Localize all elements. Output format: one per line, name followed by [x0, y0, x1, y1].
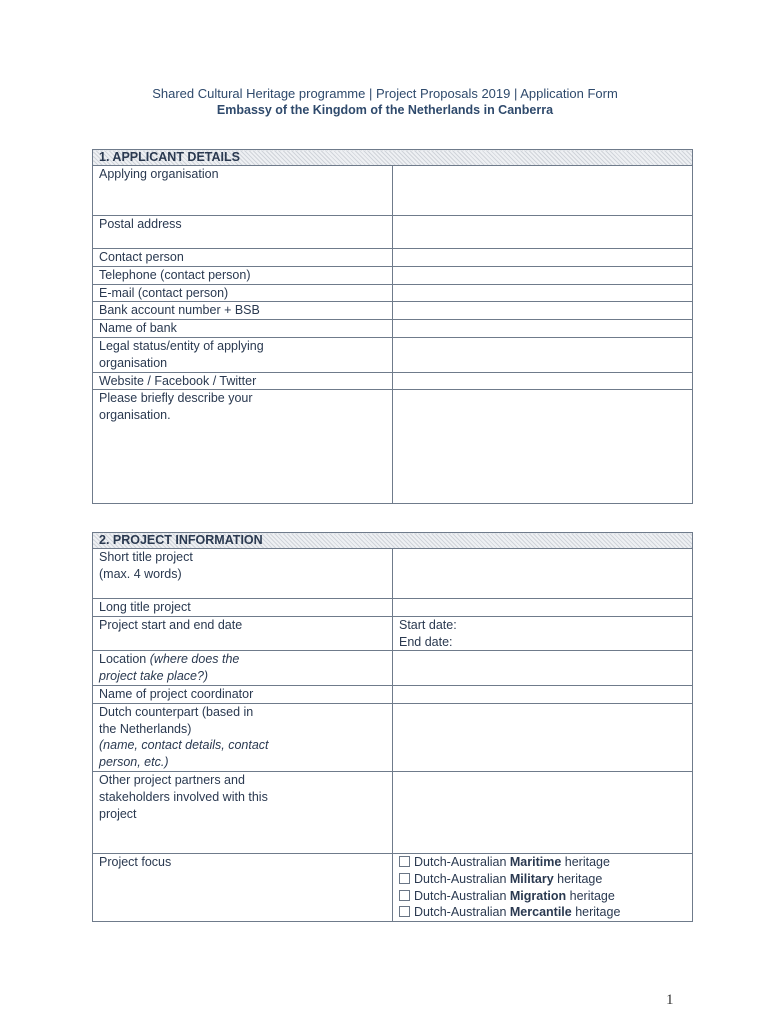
section-header-applicant [93, 150, 693, 166]
label-project-dates: Project start and end date [93, 616, 393, 651]
row-partners [93, 771, 693, 853]
focus-option-keyword: Military [509, 871, 554, 886]
checkbox-icon[interactable] [399, 873, 410, 884]
focus-option-suffix: heritage [569, 888, 615, 903]
label-location-hint2: project take place?) [99, 669, 209, 684]
checkbox-icon[interactable] [399, 906, 410, 917]
label-short-title-line1: Short title project [99, 550, 193, 564]
label-describe-line1: Please briefly describe your [99, 391, 253, 406]
row-website [93, 372, 693, 390]
row-contact-person [93, 249, 693, 267]
label-partners [93, 771, 393, 853]
field-long-title[interactable] [393, 599, 693, 617]
label-describe-organisation [93, 390, 393, 504]
applicant-details-table [92, 149, 693, 504]
focus-option-military[interactable] [399, 871, 686, 888]
start-date-label: Start date: [399, 617, 457, 632]
focus-option-suffix: heritage [564, 854, 610, 869]
field-postal-address[interactable] [393, 216, 693, 249]
row-email [93, 284, 693, 302]
label-dutch-line4: person, etc.) [99, 755, 169, 770]
row-describe-organisation [93, 390, 693, 504]
field-project-focus [393, 853, 693, 921]
label-location-hint1: (where does the [149, 652, 240, 667]
field-bank-account[interactable] [393, 302, 693, 320]
field-location[interactable] [393, 651, 693, 686]
focus-option-migration[interactable] [399, 888, 686, 905]
label-location-text: Location [99, 652, 147, 667]
section-title-applicant: 1. APPLICANT DETAILS [93, 150, 693, 166]
field-website[interactable] [393, 372, 693, 390]
document-subtitle: Embassy of the Kingdom of the Netherlands in Canberra [216, 103, 554, 117]
checkbox-icon[interactable] [399, 890, 410, 901]
focus-option-suffix: heritage [557, 871, 603, 886]
focus-option-prefix: Dutch-Australian [414, 854, 507, 869]
project-information-table [92, 532, 693, 922]
label-bank-account: Bank account number + BSB [93, 302, 393, 320]
focus-option-prefix: Dutch-Australian [414, 871, 507, 886]
section-header-project [93, 533, 693, 549]
label-dutch-line3: (name, contact details, contact [99, 738, 269, 753]
focus-option-maritime[interactable] [399, 854, 686, 871]
row-legal-status [93, 337, 693, 372]
label-bank-name: Name of bank [93, 320, 393, 338]
field-dutch-counterpart[interactable] [393, 703, 693, 771]
row-project-dates [93, 616, 693, 651]
field-applying-organisation[interactable] [393, 166, 693, 216]
row-bank-account [93, 302, 693, 320]
label-describe-line2: organisation. [99, 408, 171, 423]
focus-option-prefix: Dutch-Australian [414, 888, 507, 903]
label-contact-person: Contact person [93, 249, 393, 267]
label-website: Website / Facebook / Twitter [93, 372, 393, 390]
label-location-line1 [99, 651, 386, 668]
label-project-focus: Project focus [93, 853, 393, 921]
row-location [93, 651, 693, 686]
field-bank-name[interactable] [393, 320, 693, 338]
label-location [93, 651, 393, 686]
document-title: Shared Cultural Heritage programme | Project Proposals 2019 | Application Form [152, 86, 618, 101]
label-dutch-counterpart [93, 703, 393, 771]
focus-option-keyword: Maritime [509, 854, 562, 869]
label-dutch-line2: the Netherlands) [99, 721, 192, 736]
end-date-label: End date: [399, 634, 453, 649]
label-telephone: Telephone (contact person) [93, 266, 393, 284]
page-number: 1 [666, 992, 674, 1008]
label-partners-line1: Other project partners and [99, 772, 245, 787]
row-postal-address [93, 216, 693, 249]
row-long-title [93, 599, 693, 617]
label-legal-status [93, 337, 393, 372]
focus-option-mercantile[interactable] [399, 904, 686, 921]
focus-option-suffix: heritage [575, 905, 621, 920]
label-applying-organisation: Applying organisation [93, 166, 393, 216]
label-coordinator: Name of project coordinator [93, 685, 393, 703]
field-telephone[interactable] [393, 266, 693, 284]
checkbox-icon[interactable] [399, 856, 410, 867]
field-project-dates[interactable] [393, 616, 693, 651]
label-dutch-line1: Dutch counterpart (based in [99, 704, 254, 719]
label-postal-address: Postal address [93, 216, 393, 249]
row-coordinator [93, 685, 693, 703]
field-describe-organisation[interactable] [393, 390, 693, 504]
label-short-title [93, 549, 393, 599]
focus-option-keyword: Migration [509, 888, 567, 903]
field-coordinator[interactable] [393, 685, 693, 703]
section-title-project: 2. PROJECT INFORMATION [93, 533, 693, 549]
field-email[interactable] [393, 284, 693, 302]
row-project-focus [93, 853, 693, 921]
focus-option-prefix: Dutch-Australian [414, 905, 507, 920]
row-short-title [93, 549, 693, 599]
row-bank-name [93, 320, 693, 338]
label-short-title-line2: (max. 4 words) [99, 566, 182, 581]
row-dutch-counterpart [93, 703, 693, 771]
label-email: E-mail (contact person) [93, 284, 393, 302]
field-partners[interactable] [393, 771, 693, 853]
label-partners-line3: project [99, 806, 137, 821]
row-telephone [93, 266, 693, 284]
row-applying-organisation [93, 166, 693, 216]
label-partners-line2: stakeholders involved with this [99, 789, 268, 804]
label-legal-status-line1: Legal status/entity of applying [99, 338, 264, 353]
label-long-title: Long title project [93, 599, 393, 617]
focus-option-keyword: Mercantile [509, 905, 572, 920]
field-legal-status[interactable] [393, 337, 693, 372]
field-contact-person[interactable] [393, 249, 693, 267]
label-legal-status-line2: organisation [99, 355, 168, 370]
field-short-title[interactable] [393, 549, 693, 599]
